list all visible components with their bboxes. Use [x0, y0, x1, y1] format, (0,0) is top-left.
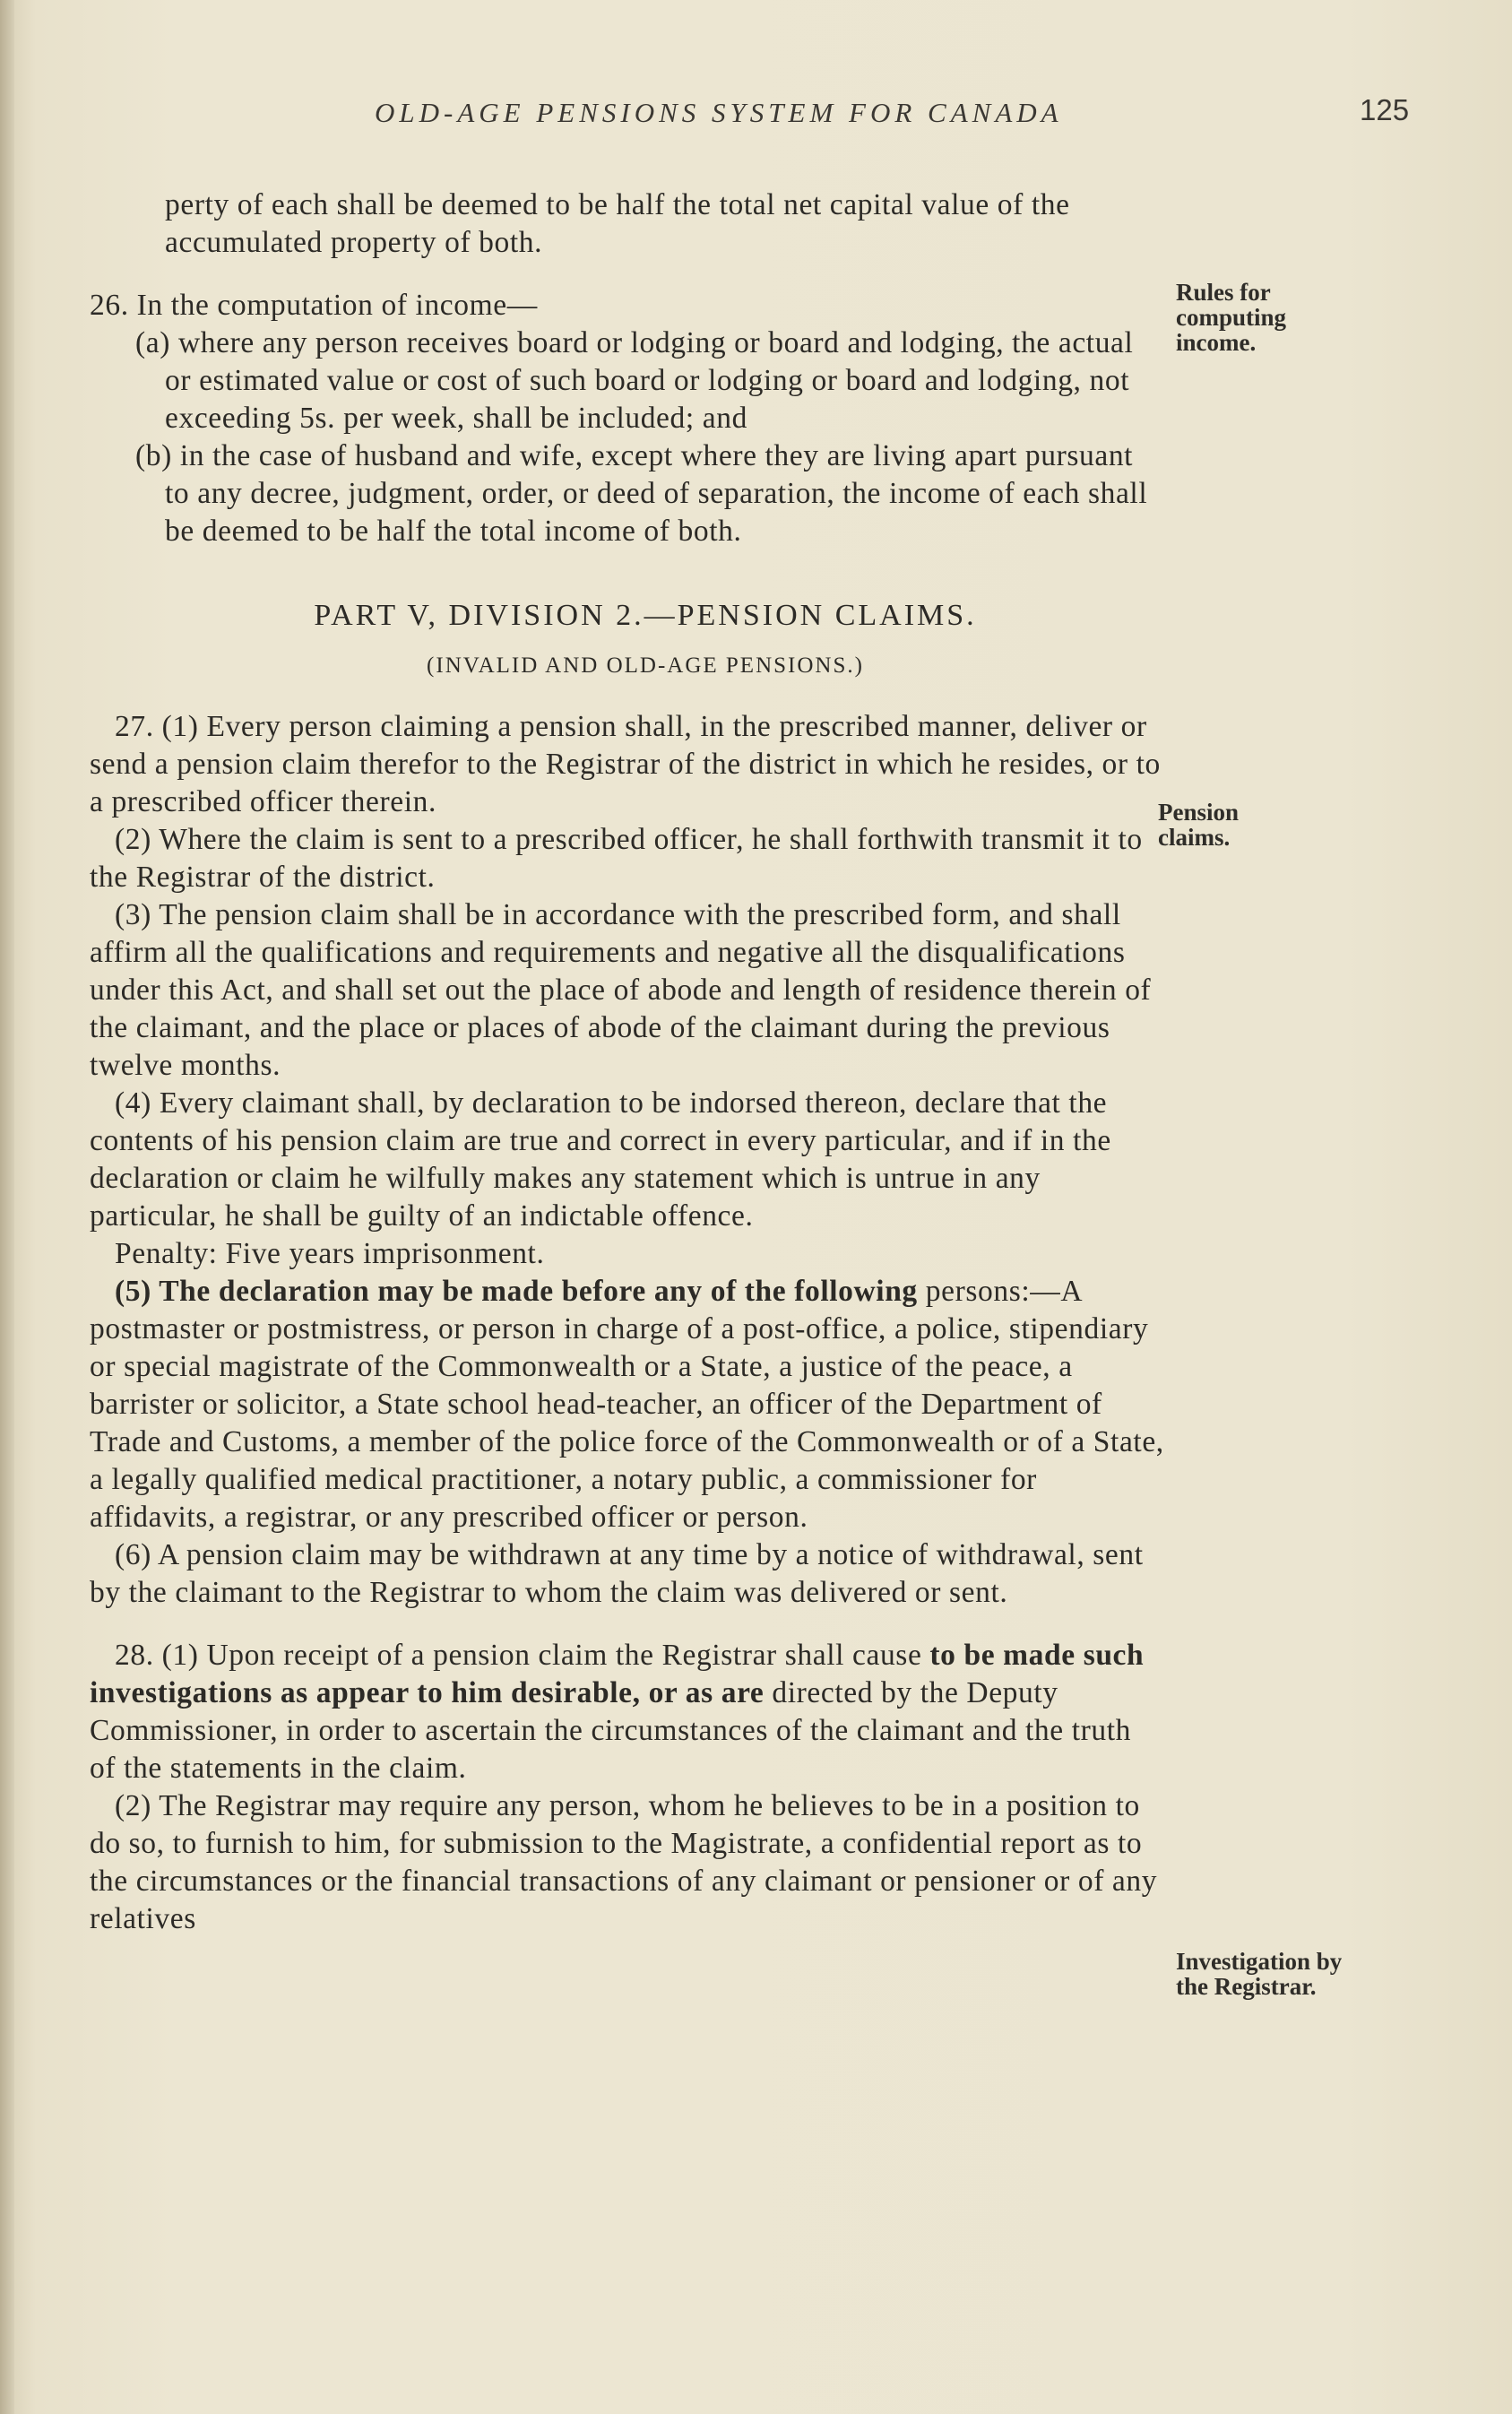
- section-28-2: (2) The Registrar may require any person, whom he believes to be in a position to do so, to furnish to him, for submission to the Magistrate, a confidential report as to the circumstances or the financial transactions of any claimant or pensioner or of any relatives: [90, 1789, 1158, 1935]
- running-title: OLD-AGE PENSIONS SYSTEM FOR CANADA: [375, 97, 1063, 128]
- section-28-1-bold: to be made such investigations as appear to him desirable, or as are: [90, 1639, 1145, 1709]
- section-27-6: (6) A pension claim may be withdrawn at any time by a notice of withdrawal, sent by the claimant to the Registrar to whom the claim was delivered or sent.: [90, 1538, 1144, 1609]
- page-number: 125: [1360, 93, 1410, 126]
- section-26-intro: 26. In the computation of income—: [90, 289, 538, 322]
- section-27-1: 27. (1) Every person claiming a pension shall, in the prescribed manner, deliver or send a pension claim therefor to the Registrar of the district in which he resides, or to a prescribed officer therein.: [90, 710, 1161, 818]
- document-body: [90, 186, 1165, 1938]
- section-27-4: (4) Every claimant shall, by declaration to be indorsed thereon, declare that the contents of his pension claim are true and correct in every particular, and if in the declaration or claim he wilfully makes any statement which is untrue in any particular, he shall be guilty of an indictable offence.: [90, 1086, 1111, 1233]
- binding-fold: [0, 0, 14, 2414]
- part-subheading: (INVALID AND OLD-AGE PENSIONS.): [427, 653, 864, 678]
- section-27-2: (2) Where the claim is sent to a prescribed officer, he shall forthwith transmit it to the Registrar of the district.: [90, 823, 1143, 894]
- section-27-5-text: persons:—A postmaster or postmistress, or person in charge of a post-office, a police, stipendiary or special magistrate of the Commonwealth or a State, a justice of the peace, a barrister or solicitor, a State school head-teacher, an officer of the Department of Trade and Customs, a member of the police force of the Commonwealth or of a State, a legally qualified medical practitioner, a notary public, a commissioner for affidavits, a registrar, or any prescribed officer or person.: [90, 1275, 1164, 1534]
- section-27-3: (3) The pension claim shall be in accordance with the prescribed form, and shall affirm all the qualifications and requirements and negative all the disqualifications under this Act, and shall set out the place of abode and length of residence therein of the claimant, and the place or places of abode of the claimant during the previous twelve months.: [90, 898, 1152, 1082]
- margin-note-investigation: Investigation by the Registrar.: [1176, 1948, 1343, 2000]
- part-heading: PART V, DIVISION 2.—PENSION CLAIMS.: [314, 599, 977, 632]
- penalty-line: Penalty: Five years imprisonment.: [115, 1237, 545, 1270]
- running-head: [0, 86, 1512, 140]
- carryover-paragraph: perty of each shall be deemed to be half the total net capital value of the accumulated property of both.: [165, 188, 1070, 259]
- section-28-1: [90, 1637, 1165, 1787]
- section-26-b: (b) in the case of husband and wife, except where they are living apart pursuant to any decree, judgment, order, or deed of separation, the income of each shall be deemed to be half the total income of both.: [135, 439, 1148, 548]
- section-27-5: [90, 1273, 1165, 1536]
- section-26-a: (a) where any person receives board or lodging or board and lodging, the actual or estimated value or cost of such board or lodging or board and lodging, not exceeding 5s. per week, shall be included; and: [135, 326, 1134, 435]
- margin-note-rules: Rules for computing income.: [1176, 279, 1287, 356]
- section-28-1-rest: directed by the Deputy Commissioner, in order to ascertain the circumstances of the claimant and the truth of the statements in the claim.: [90, 1676, 1131, 1785]
- margin-note-claims: Pension claims.: [1158, 799, 1240, 851]
- section-28-1-start: 28. (1) Upon receipt of a pension claim the Registrar shall cause: [115, 1639, 922, 1672]
- section-27-5-lead: (5) The declaration may be made before any of the following: [115, 1275, 918, 1308]
